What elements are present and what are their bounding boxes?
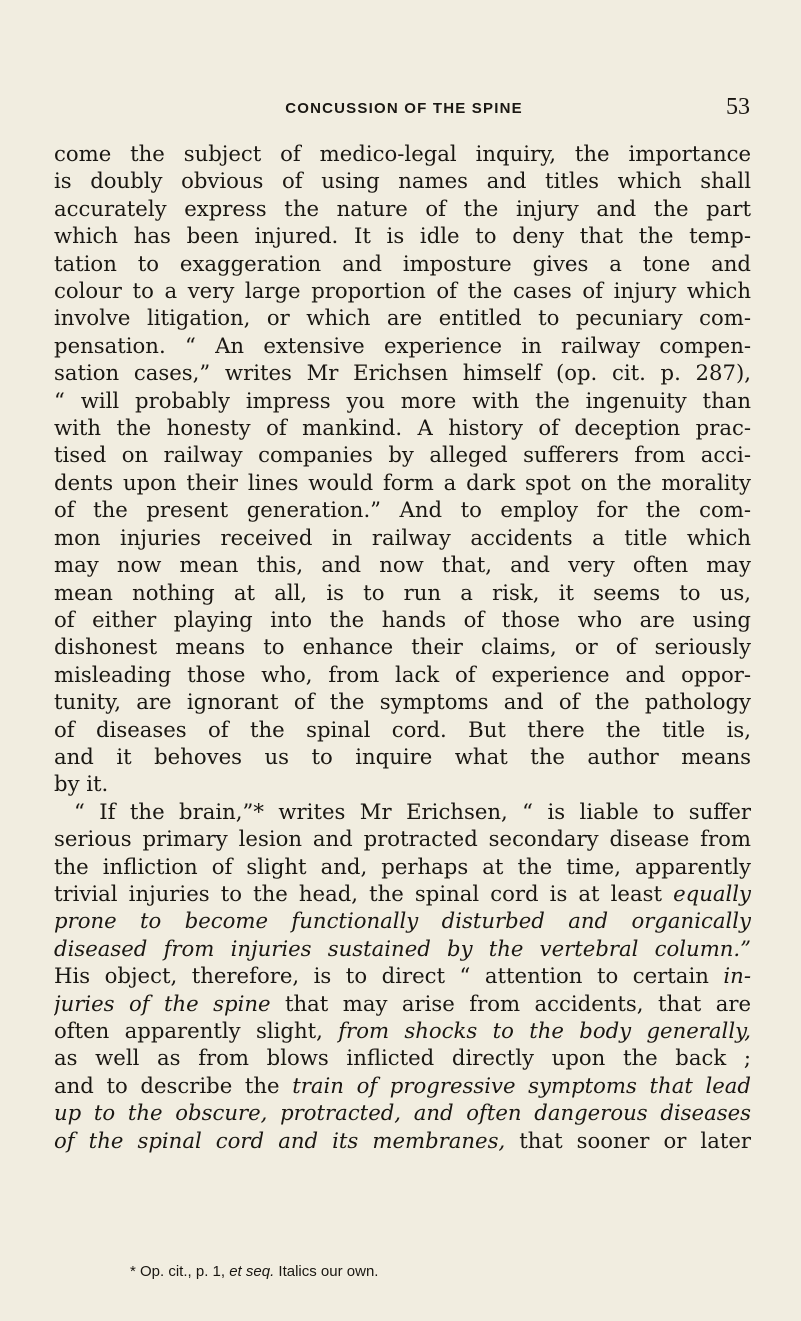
text-line: tised on railway companies by alleged sufferers from acci-: [54, 442, 751, 468]
running-head: CONCUSSION OF THE SPINE: [285, 100, 523, 117]
italic-span: from shocks to the body generally,: [338, 1018, 751, 1043]
text-line: [54, 1072, 751, 1099]
text-line: sation cases,” writes Mr Erichsen himself (op. cit. p. 287),: [54, 360, 751, 386]
text-line: [54, 880, 751, 907]
text-line: and it behoves us to inquire what the author means: [54, 743, 751, 769]
text-line: [54, 1099, 751, 1126]
text-line: the infliction of slight and, perhaps at the time, apparently: [54, 853, 751, 879]
text-line: accurately express the nature of the injury and the part: [54, 195, 751, 221]
italic-span: diseased from injuries sustained by the vertebral column.”: [54, 935, 751, 961]
text-line: of either playing into the hands of those who are using: [54, 606, 751, 632]
italic-span: prone to become functionally disturbed and organically: [54, 908, 751, 934]
italic-span: juries of the spine: [54, 990, 271, 1016]
text-line: [54, 907, 751, 934]
text-span: “ If the brain,”* writes Mr Erichsen, “ is liable to suffer: [74, 798, 751, 824]
italic-span: up to the obscure, protracted, and often dangerous diseases: [54, 1100, 751, 1126]
footnote: [130, 1263, 730, 1280]
text-line: mon injuries received in railway accidents a title which: [54, 524, 751, 550]
body-text: [54, 140, 751, 1154]
text-line: of diseases of the spinal cord. But there the title is,: [54, 716, 751, 742]
page-number: 53: [726, 94, 750, 120]
italic-span: train of progressive symptoms that lead: [292, 1072, 751, 1098]
italic-span: of the spinal cord and its membranes,: [54, 1127, 506, 1153]
text-line: dents upon their lines would form a dark spot on the morality: [54, 469, 751, 495]
text-line: pensation. “ An extensive experience in railway compen-: [54, 332, 751, 358]
text-line: is doubly obvious of using names and titles which shall: [54, 168, 751, 194]
text-line: mean nothing at all, is to run a risk, it seems to us,: [54, 579, 751, 605]
footnote-etseq: et seq.: [229, 1263, 275, 1280]
text-line: [54, 962, 751, 989]
text-line: [54, 798, 751, 825]
text-line: colour to a very large proportion of the cases of injury which: [54, 278, 751, 304]
text-line: with the honesty of mankind. A history of deception prac-: [54, 415, 751, 441]
text-line: of the present generation.” And to employ for the com-: [54, 497, 751, 523]
text-line: come the subject of medico-legal inquiry, the importance: [54, 141, 751, 166]
text-line: [54, 1017, 751, 1044]
text-line: “ will probably impress you more with the ingenuity than: [54, 387, 751, 413]
text-span: often apparently slight,: [54, 1018, 339, 1043]
text-line: misleading those who, from lack of experience and oppor-: [54, 661, 751, 687]
text-span: His object, therefore, is to direct “ attention to certain: [54, 963, 724, 989]
text-span: trivial injuries to the head, the spinal cord is at least: [54, 880, 674, 906]
footnote-marker: * Op. cit., p. 1,: [130, 1263, 230, 1280]
text-line: [54, 1127, 751, 1154]
text-line: may now mean this, and now that, and very often may: [54, 552, 751, 578]
text-line: by it.: [54, 771, 109, 797]
text-span: and to describe the: [54, 1072, 293, 1098]
text-span: that may arise from accidents, that are: [270, 990, 751, 1016]
text-span: that sooner or later: [505, 1127, 751, 1153]
italic-span: equally: [673, 880, 751, 906]
text-line: dishonest means to enhance their claims, or of seriously: [54, 634, 751, 660]
italic-span: in-: [723, 963, 751, 989]
footnote-note: Italics our own.: [274, 1263, 379, 1280]
text-line: as well as from blows inflicted directly upon the back ;: [54, 1045, 751, 1071]
text-line: tation to exaggeration and imposture gives a tone and: [54, 250, 751, 276]
text-line: serious primary lesion and protracted secondary disease from: [54, 826, 751, 852]
text-line: [54, 935, 751, 962]
text-line: tunity, are ignorant of the symptoms and of the pathology: [54, 689, 751, 715]
text-line: which has been injured. It is idle to deny that the temp-: [54, 223, 751, 249]
text-line: [54, 990, 751, 1017]
text-line: involve litigation, or which are entitled to pecuniary com-: [54, 305, 751, 331]
